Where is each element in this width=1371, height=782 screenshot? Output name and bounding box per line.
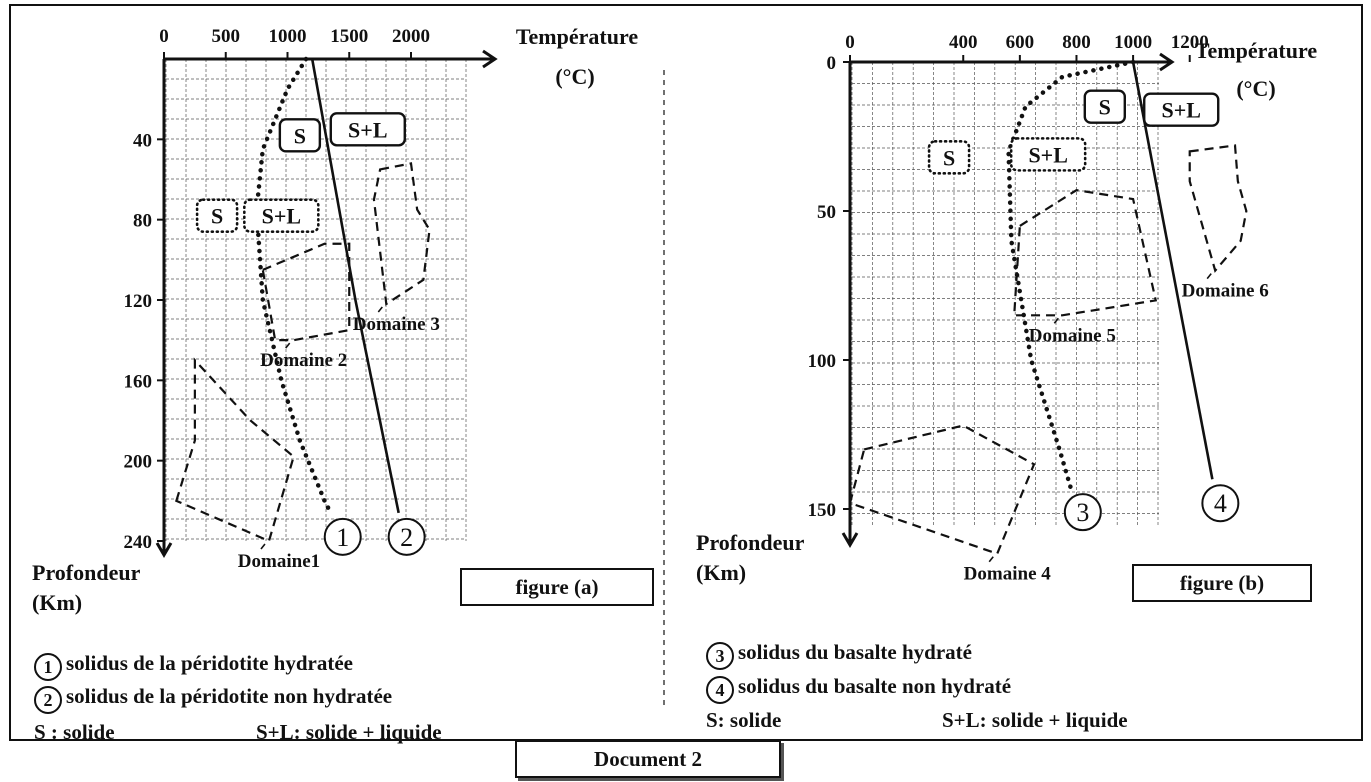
legend-item-b-3 (706, 640, 972, 670)
regions-a (197, 113, 405, 231)
y-tick-label: 50 (817, 202, 836, 223)
legend-text: solidus du basalte hydraté (738, 640, 972, 664)
region-label: S (1098, 94, 1111, 120)
domain-pointer (378, 307, 382, 312)
domain-label: Domaine 3 (352, 314, 440, 336)
x-tick-label: 600 (1005, 32, 1035, 53)
figure-b-label: figure (b) (1132, 564, 1312, 602)
axes-b (843, 54, 1172, 545)
y-axis-unit-a: (Km) (32, 590, 83, 615)
legend-text: solidus de la péridotite non hydratée (66, 684, 393, 708)
region-label: S+L (1028, 142, 1068, 168)
legend-text: solidus du basalte non hydraté (738, 674, 1012, 698)
regions-b (929, 91, 1218, 174)
curve-marker-label: 4 (1213, 489, 1227, 519)
x-tick-label: 1000 (1114, 32, 1153, 53)
y-tick-label: 240 (123, 531, 152, 553)
region-label: S+L (348, 117, 388, 143)
legend-item-b-4 (706, 674, 1011, 704)
y-tick-label: 200 (123, 451, 152, 473)
marker-2-icon: 2 (34, 686, 62, 714)
domain-label: Domaine 2 (260, 350, 348, 372)
y-tick-label: 160 (123, 371, 152, 393)
note-a-solid-liquid: S+L: solide + liquide (256, 720, 442, 744)
figure-a-label: figure (a) (460, 568, 654, 606)
region-label: S (293, 123, 306, 149)
marker-1-icon: 1 (34, 653, 62, 681)
domain-domaine-4 (850, 426, 1034, 554)
domain-pointer (261, 544, 265, 549)
region-label: S (942, 145, 956, 171)
legend-item-a-2 (34, 684, 392, 714)
region-label: S+L (261, 203, 302, 229)
curve-marker-label: 1 (336, 522, 350, 552)
x-tick-label: 400 (948, 32, 978, 53)
region-label: S (210, 203, 224, 229)
domain-label: Domaine 4 (963, 563, 1051, 585)
region-label: S+L (1161, 97, 1201, 123)
x-tick-label: 1000 (268, 26, 307, 47)
y-tick-label: 0 (826, 53, 836, 74)
domain-pointer (1207, 274, 1211, 279)
curve-markers-a (325, 519, 425, 555)
curve-marker-label: 3 (1076, 498, 1090, 528)
x-tick-label: 0 (159, 26, 169, 47)
domain-pointer (989, 557, 993, 562)
domain-domaine-3 (374, 163, 430, 304)
domain-label: Domaine 6 (1181, 280, 1269, 302)
domain-label: Domaine 5 (1028, 325, 1116, 347)
x-axis-label-b: Température (1194, 38, 1318, 63)
x-tick-label: 1200 (1170, 32, 1209, 53)
panel-b (696, 32, 1317, 585)
y-tick-label: 100 (807, 351, 836, 372)
marker-3-icon: 3 (706, 642, 734, 670)
y-tick-label: 40 (133, 130, 152, 152)
grid-b (852, 62, 1159, 527)
x-axis-unit-a: (°C) (555, 64, 595, 89)
x-tick-label: 800 (1062, 32, 1091, 53)
solidus-curve-3 (1009, 62, 1134, 488)
panel-a (32, 24, 638, 615)
domain-label: Domaine1 (237, 550, 321, 572)
y-axis-label-a: Profondeur (32, 560, 141, 585)
y-axis-label-b: Profondeur (696, 530, 805, 555)
document-title: Document 2 (515, 740, 781, 778)
y-tick-label: 120 (123, 290, 152, 312)
note-b-solid: S: solide (706, 708, 782, 732)
x-axis-unit-b: (°C) (1236, 76, 1276, 101)
y-tick-label: 80 (133, 210, 152, 232)
x-tick-label: 1500 (330, 26, 369, 47)
domain-domaine1 (176, 360, 293, 541)
marker-4-icon: 4 (706, 676, 734, 704)
x-tick-label: 2000 (392, 26, 430, 47)
x-tick-label: 0 (845, 32, 855, 53)
y-axis-unit-b: (Km) (696, 560, 747, 585)
legend-item-a-1 (34, 651, 353, 681)
domain-domaine-6 (1190, 145, 1247, 270)
y-tick-label: 150 (807, 500, 836, 521)
x-axis-label-a: Température (515, 24, 639, 49)
legend-text: solidus de la péridotite hydratée (66, 651, 353, 675)
curve-markers-b (1065, 485, 1239, 530)
note-a-solid: S : solide (34, 720, 115, 744)
curve-marker-label: 2 (400, 522, 414, 552)
note-b-solid-liquid: S+L: solide + liquide (942, 708, 1128, 732)
x-tick-label: 500 (211, 26, 240, 47)
